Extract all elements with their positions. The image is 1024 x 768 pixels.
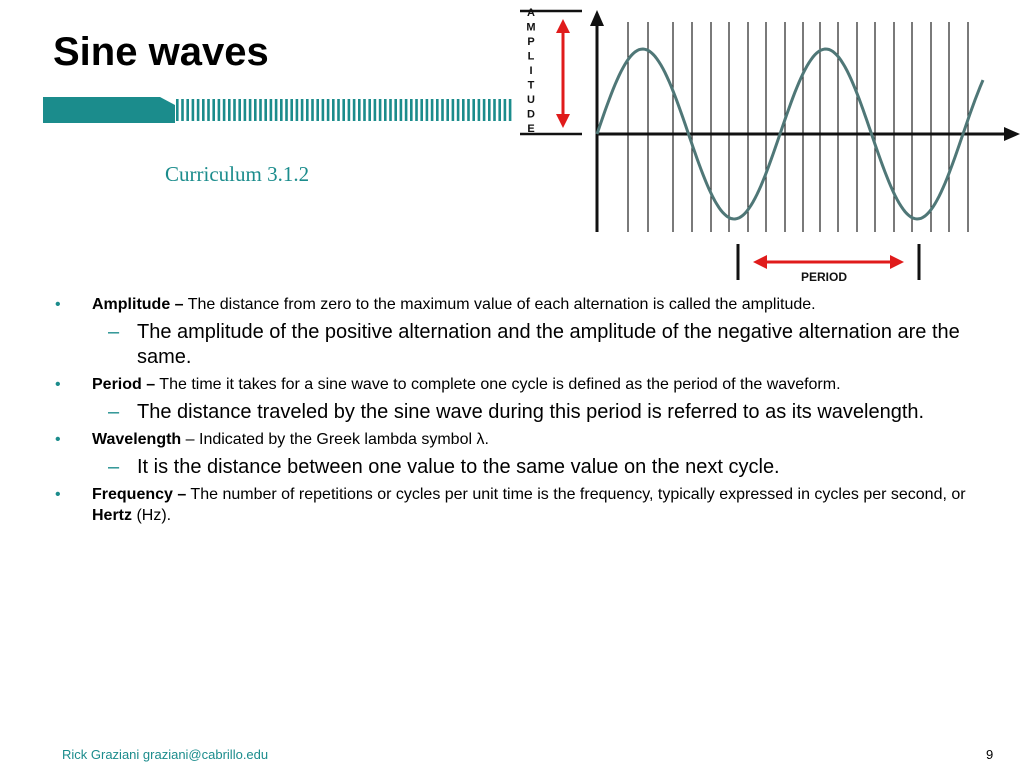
term-frequency: Frequency – (92, 486, 187, 503)
period-label: PERIOD (800, 270, 848, 284)
dash-marker: – (108, 401, 120, 423)
period-arrow-head-left (753, 255, 767, 269)
bullet-period (55, 374, 1000, 395)
page-number: 9 (986, 747, 994, 762)
sine-wave-diagram (520, 0, 1024, 288)
amplitude-letter: L (527, 50, 535, 63)
term-wavelength: Wavelength (92, 431, 182, 448)
term-period: Period – (92, 376, 156, 393)
y-axis-arrow-head (590, 10, 604, 26)
bullet-amplitude (55, 294, 1000, 315)
amplitude-arrow-head-down (556, 114, 570, 128)
bullet-list (55, 294, 1000, 531)
amplitude-letter: E (527, 123, 535, 135)
sub-bullet-period (55, 400, 1000, 425)
wavelength-definition: – Indicated by the Greek lambda symbol λ. (181, 431, 489, 448)
decorative-comb-bar (43, 97, 513, 123)
bullet-marker: • (55, 296, 61, 313)
term-amplitude: Amplitude – (92, 296, 184, 313)
dash-marker: – (108, 321, 120, 343)
curriculum-label: Curriculum 3.1.2 (165, 162, 310, 186)
bullet-marker: • (55, 486, 61, 503)
frequency-definition: The number of repetitions or cycles per unit time is the frequency, typically expressed in cycles per second, or (186, 486, 966, 503)
amplitude-letter: D (527, 108, 535, 121)
amplitude-letter: M (526, 21, 536, 34)
sub-bullet-wavelength (55, 455, 1000, 480)
amplitude-detail: The amplitude of the positive alternation and the amplitude of the negative alternation are the same. (137, 321, 960, 368)
period-arrow-head-right (890, 255, 904, 269)
term-hertz: Hertz (92, 507, 133, 524)
sub-bullet-amplitude (55, 320, 1000, 370)
time-grid-lines (628, 22, 968, 232)
footer-author: Rick Graziani graziani@cabrillo.edu (62, 747, 269, 762)
x-axis-arrow-head (1004, 127, 1020, 141)
amplitude-vertical-label (526, 7, 535, 135)
period-detail: The distance traveled by the sine wave during this period is referred to as its wavelength. (137, 401, 925, 423)
bullet-frequency (55, 484, 1000, 526)
period-definition: The time it takes for a sine wave to complete one cycle is defined as the period of the waveform. (155, 376, 841, 393)
wavelength-detail: It is the distance between one value to the same value on the next cycle. (137, 456, 780, 478)
amplitude-letter: T (527, 79, 535, 92)
amplitude-letter: U (527, 94, 535, 106)
amplitude-definition: The distance from zero to the maximum value of each alternation is called the amplitude. (183, 296, 816, 313)
frequency-unit-note: (Hz). (132, 507, 172, 524)
slide-title: Sine waves (53, 30, 269, 74)
bullet-marker: • (55, 376, 61, 393)
bullet-wavelength (55, 429, 1000, 450)
amplitude-letter: A (527, 7, 535, 19)
dash-marker: – (108, 456, 120, 478)
amplitude-letter: I (529, 65, 533, 77)
amplitude-letter: P (527, 36, 535, 48)
bullet-marker: • (55, 431, 61, 448)
amplitude-arrow-head-up (556, 19, 570, 33)
